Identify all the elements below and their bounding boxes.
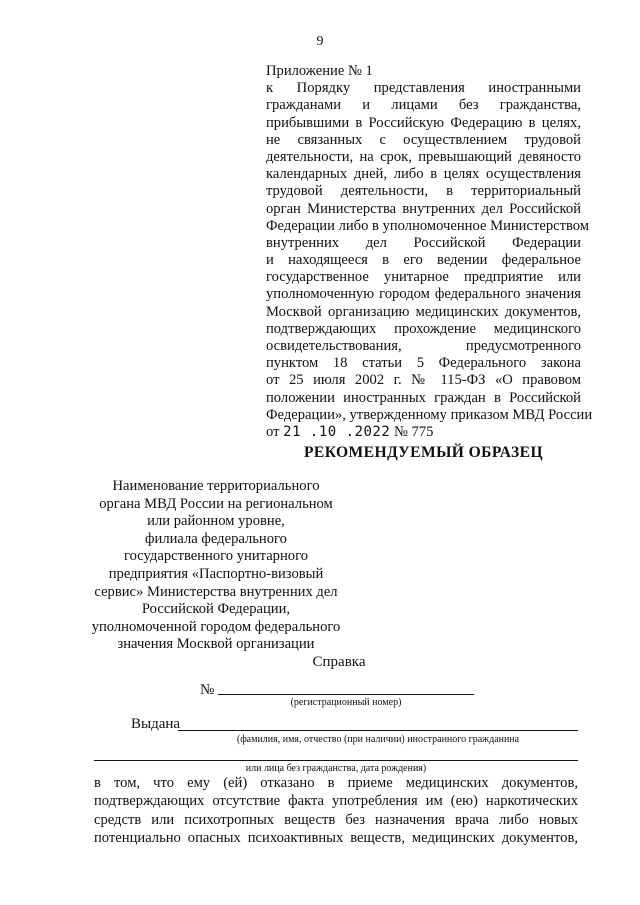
body-line: потенциально опасных психоактивных веществ, медицинских документов, [94,830,578,847]
appendix-line: уполномоченную городом федерального значения [266,286,581,303]
appendix-line: Федерации», утвержденному приказом МВД России [266,406,593,423]
issuer-line: предприятия «Паспортно-визовый [108,565,324,582]
appendix-line: положении иностранных граждан в Российской [266,389,581,406]
issuer-line: уполномоченной городом федерального [91,618,341,635]
order-date: 21 .10 .2022 [283,423,391,440]
body-line: в том, что ему (ей) отказано в приеме медицинских документов, [94,775,578,791]
appendix-line: от 25 июля 2002 г. № 115-ФЗ «О правовом [266,372,581,389]
order-prefix: от [266,423,280,440]
appendix-line: к Порядку представления иностранными [266,80,581,97]
issuer-line: органа МВД России на региональном [99,495,333,512]
appendix-line: и находящееся в его ведении федеральное [266,252,581,269]
registration-number-label: № [200,682,215,698]
appendix-line: прибывшими в Российскую Федерацию в целях, [266,114,581,131]
appendix-line: календарных дней, либо в целях осуществления [266,166,581,183]
appendix-line: государственное унитарное предприятие или [266,269,581,286]
issuer-line: Российской Федерации, [141,601,291,618]
body-line: подтверждающих отсутствие факта употребления им (ею) наркотических [94,793,578,810]
issued-to-field[interactable] [178,730,578,731]
issuer-line: значения Москвой организации [117,636,315,653]
issuer-line: государственного унитарного [123,548,309,565]
sample-title: РЕКОМЕНДУЕМЫЙ ОБРАЗЕЦ [303,444,544,461]
appendix-line: подтверждающих прохождение медицинского [266,320,581,337]
appendix-heading: Приложение № 1 [266,63,373,79]
appendix-line: орган Министерства внутренних дел Российской [266,200,581,217]
registration-number-field[interactable] [218,694,474,695]
issuer-line: сервис» Министерства внутренних дел [94,583,338,600]
issuer-line: филиала федерального [145,530,287,547]
issued-to-field-continued[interactable] [94,760,578,761]
appendix-line: не связанных с осуществлением трудовой [266,131,581,148]
appendix-line: Москвой организацию медицинских документов, [266,303,581,320]
issued-to-label: Выдана [131,716,181,732]
appendix-line: освидетельствования, предусмотренного [266,338,581,354]
issuer-line: Наименование территориального [112,478,320,494]
appendix-line: трудовой деятельности, в территориальный [266,183,581,200]
issued-to-caption: (фамилия, имя, отчество (при наличии) иностранного гражданина [236,734,520,745]
registration-number-caption: (регистрационный номер) [290,697,402,708]
order-reference [266,424,581,441]
appendix-line: внутренних дел Российской Федерации [266,234,581,251]
appendix-header [266,63,593,441]
body-line: средств или психотропных веществ без назначения врача либо новых [94,811,578,828]
certificate-body [94,774,578,848]
appendix-line: деятельности, на срок, превышающий девяносто [266,148,581,165]
issued-to-caption-continued: или лица без гражданства, дата рождения) [245,763,427,774]
certificate-title: Справка [312,654,366,670]
page-number: 9 [316,34,324,49]
appendix-line: гражданами и лицами без гражданства, [266,97,581,114]
appendix-line: пунктом 18 статьи 5 Федерального закона [266,355,581,372]
issuer-line: или районном уровне, [147,513,285,530]
issuer-block [85,478,347,654]
order-number: № 775 [393,423,434,440]
appendix-line: Федерации либо в уполномоченное Министерством [266,217,590,234]
